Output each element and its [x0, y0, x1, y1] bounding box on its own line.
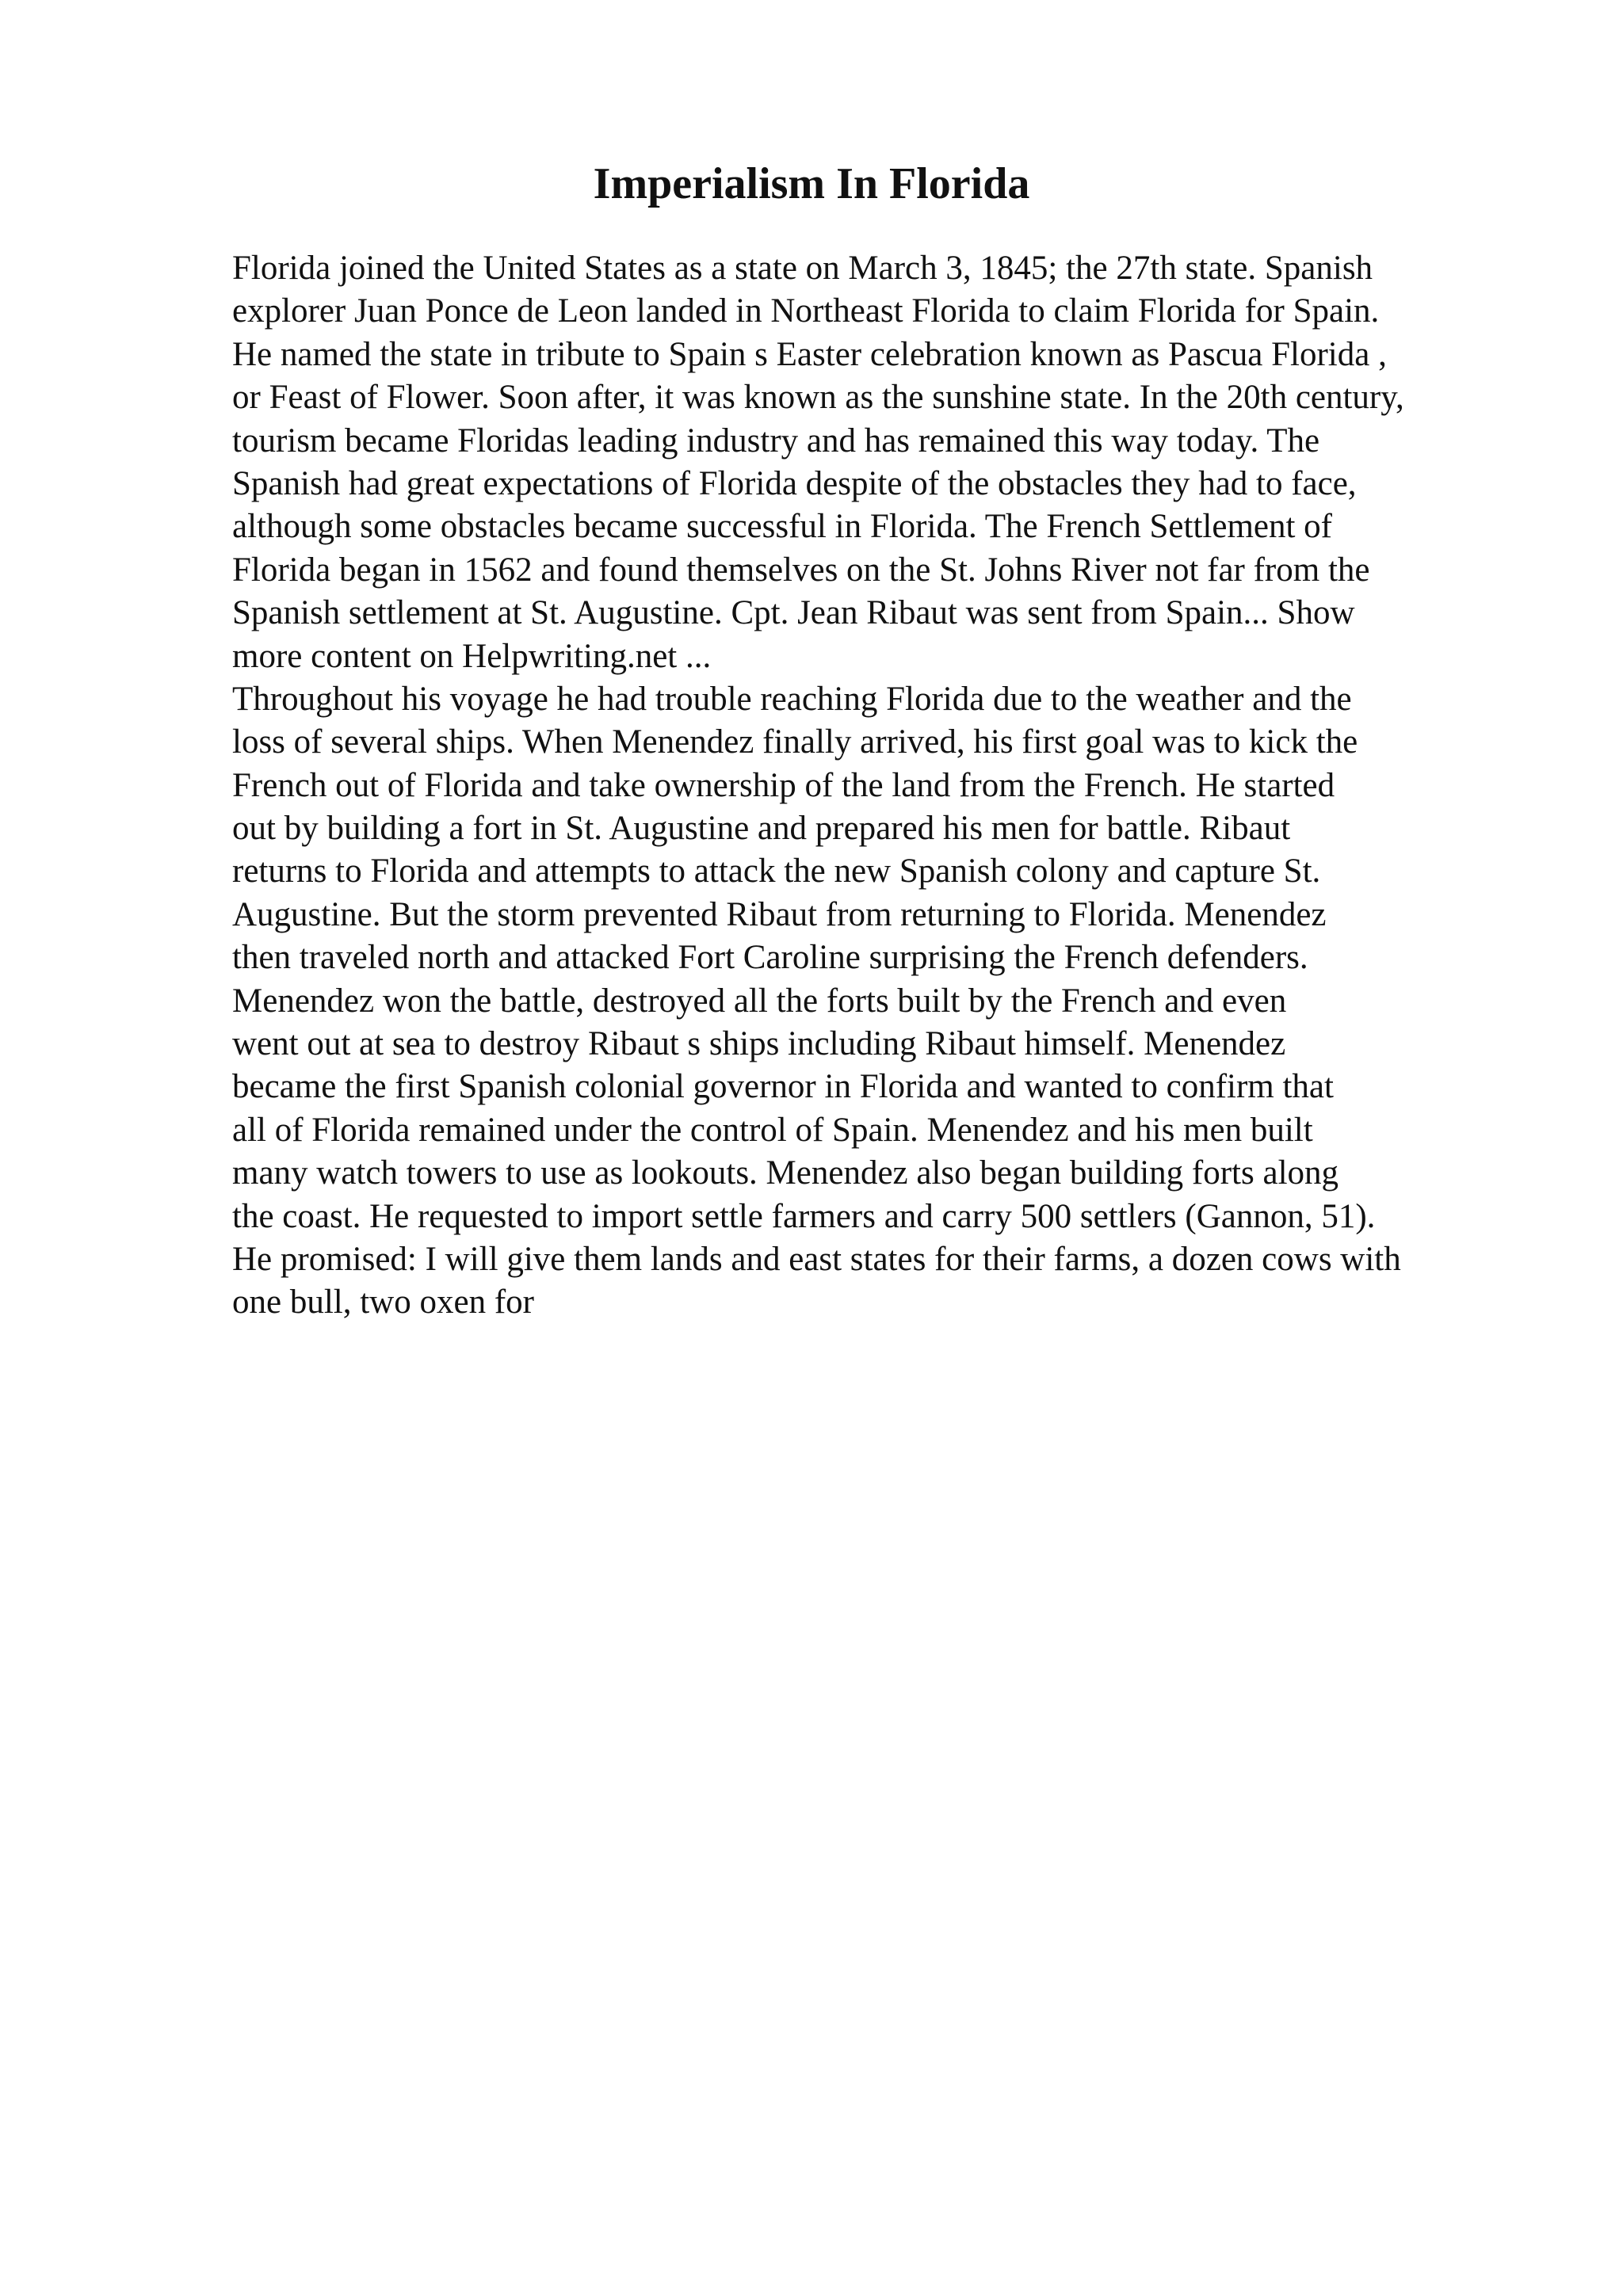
body-line: French out of Florida and take ownership of the land from the French. He started — [232, 766, 1335, 804]
document-body — [232, 247, 1548, 1325]
body-line: the coast. He requested to import settle farmers and carry 500 settlers (Gannon, 51). — [232, 1197, 1376, 1235]
body-line: then traveled north and attacked Fort Caroline surprising the French defenders. — [232, 939, 1308, 977]
body-line: became the first Spanish colonial governor in Florida and wanted to confirm that — [232, 1068, 1334, 1106]
body-line: more content on Helpwriting.net ... — [232, 637, 712, 675]
body-line: He named the state in tribute to Spain s Easter celebration known as Pascua Florida , — [232, 335, 1387, 373]
body-line: Augustine. But the storm prevented Ribaut from returning to Florida. Menendez — [232, 895, 1327, 933]
body-line: although some obstacles became successful in Florida. The French Settlement of — [232, 508, 1332, 546]
body-line: Spanish settlement at St. Augustine. Cpt. Jean Ribaut was sent from Spain... Show — [232, 594, 1355, 632]
body-line: many watch towers to use as lookouts. Menendez also began building forts along — [232, 1154, 1339, 1192]
body-line: He promised: I will give them lands and east states for their farms, a dozen cows with — [232, 1240, 1401, 1278]
body-line: Florida began in 1562 and found themselves on the St. Johns River not far from the — [232, 551, 1370, 589]
body-line: or Feast of Flower. Soon after, it was known as the sunshine state. In the 20th century, — [232, 379, 1404, 417]
body-line: all of Florida remained under the control of Spain. Menendez and his men built — [232, 1111, 1313, 1149]
body-line: out by building a fort in St. Augustine and prepared his men for battle. Ribaut — [232, 810, 1291, 848]
body-line: loss of several ships. When Menendez finally arrived, his first goal was to kick the — [232, 723, 1358, 761]
body-line: returns to Florida and attempts to attack the new Spanish colony and capture St. — [232, 852, 1321, 891]
body-line: Menendez won the battle, destroyed all the forts built by the French and even — [232, 982, 1287, 1020]
body-line: went out at sea to destroy Ribaut s ships including Ribaut himself. Menendez — [232, 1025, 1286, 1063]
body-line: explorer Juan Ponce de Leon landed in Northeast Florida to claim Florida for Spain. — [232, 292, 1380, 330]
body-line: Spanish had great expectations of Florida despite of the obstacles they had to face, — [232, 464, 1357, 502]
body-line: tourism became Floridas leading industry and has remained this way today. The — [232, 421, 1320, 460]
body-line: Throughout his voyage he had trouble reaching Florida due to the weather and the — [232, 680, 1352, 718]
document-title: Imperialism In Florida — [593, 159, 1030, 208]
body-line: one bull, two oxen for — [232, 1283, 534, 1322]
body-line: Florida joined the United States as a state on March 3, 1845; the 27th state. Spanish — [232, 250, 1373, 287]
